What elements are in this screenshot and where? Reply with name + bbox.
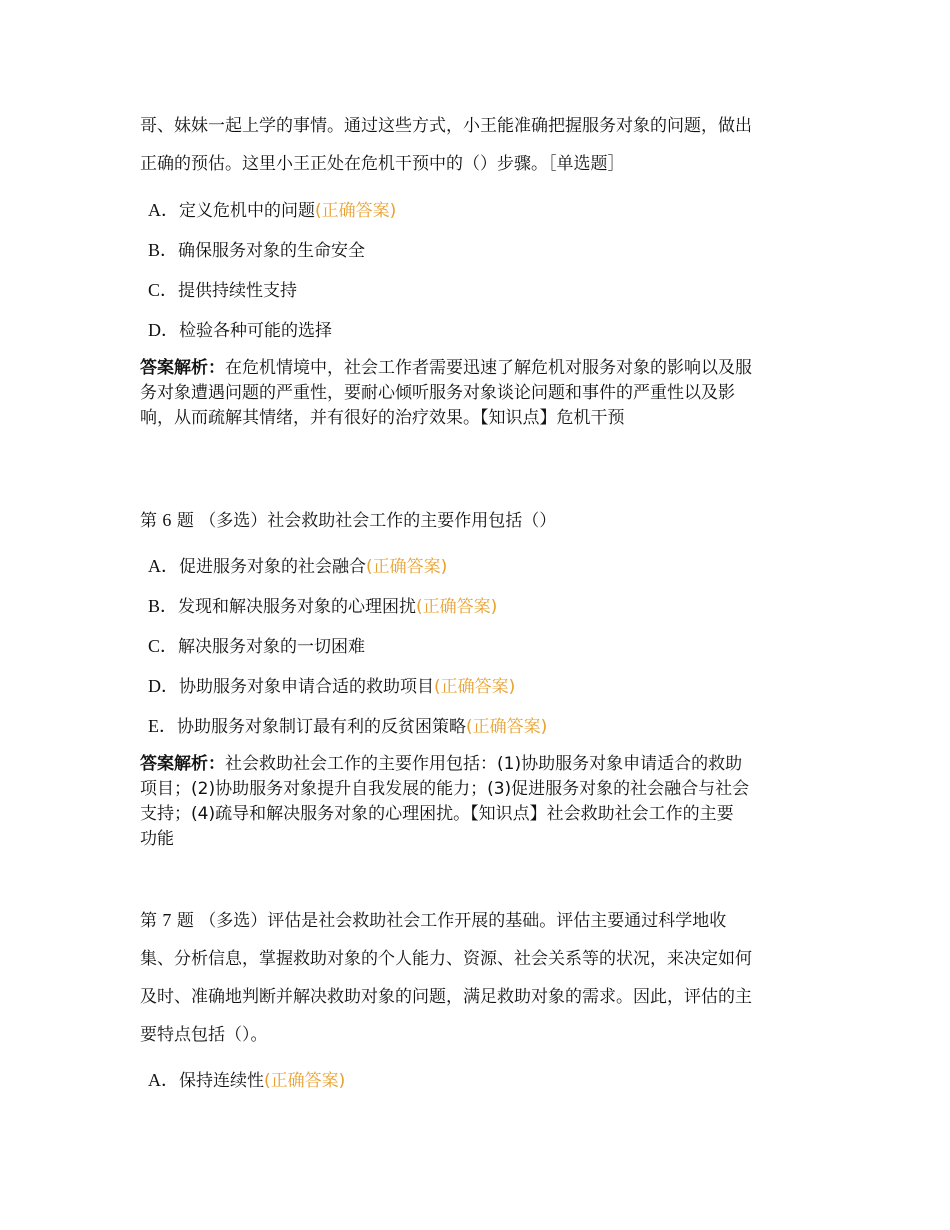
q5-stem [140,107,820,183]
option-letter: D． [148,676,179,696]
option-letter: B． [148,596,179,616]
correct-answer-tag: (正确答案) [366,557,448,577]
q5-option-d [148,318,332,343]
option-letter: D． [148,320,179,340]
q5-option-b [148,238,365,263]
option-text: 提供持续性支持 [178,281,298,301]
analysis-label: 答案解析： [140,358,225,378]
option-text: 检验各种可能的选择 [179,321,332,341]
analysis-label: 答案解析： [140,754,225,774]
correct-answer-tag: (正确答案) [434,677,516,697]
question-number: 7 [162,910,172,930]
option-letter: C． [148,636,179,656]
option-text: 解决服务对象的一切困难 [178,637,366,657]
question-number: 6 [162,510,172,530]
question-title: 题 （多选）社会救助社会工作的主要作用包括（） [176,511,557,531]
q6-option-a [148,554,447,579]
q5-stem-line: 哥、妹妹一起上学的事情。通过这些方式，小王能准确把握服务对象的问题，做出 [140,116,752,136]
q6-option-c [148,634,365,659]
option-letter: A． [148,200,179,220]
correct-answer-tag: (正确答案) [264,1071,346,1091]
option-text: 定义危机中的问题 [179,201,315,221]
analysis-text: 社会救助社会工作的主要作用包括：(1)协助服务对象申请适合的救助 [225,754,743,774]
option-letter: A． [148,556,179,576]
analysis-text: 响，从而疏解其情绪，并有很好的治疗效果。【知识点】危机干预 [140,408,625,428]
q6-option-d [148,674,515,699]
q7-option-a [148,1068,345,1093]
q7-stem-line: 及时、准确地判断并解决救助对象的问题，满足救助对象的需求。因此，评估的主 [140,987,752,1007]
option-letter: E． [148,716,177,736]
option-text: 协助服务对象制订最有利的反贫困策略 [177,717,466,737]
q5-option-a [148,198,396,223]
option-text: 确保服务对象的生命安全 [178,241,366,261]
option-text: 保持连续性 [179,1071,264,1091]
option-text: 协助服务对象申请合适的救助项目 [179,677,434,697]
q5-stem-line: 正确的预估。这里小王正处在危机干预中的（）步骤。［单选题］ [140,154,625,174]
option-text: 发现和解决服务对象的心理困扰 [178,597,417,617]
analysis-text: 务对象遭遇问题的严重性，要耐心倾听服务对象谈论问题和事件的严重性以及影 [140,383,735,403]
question-number-prefix: 第 [140,511,157,531]
q5-option-c [148,278,297,303]
q6-option-e [148,714,547,739]
question-number-prefix: 第 [140,911,157,931]
correct-answer-tag: (正确答案) [466,717,548,737]
option-text: 促进服务对象的社会融合 [179,557,366,577]
q7-stem-line: 要特点包括（）。 [140,1025,268,1045]
option-letter: B． [148,240,179,260]
q6-option-b [148,594,497,619]
analysis-text: 功能 [140,829,174,849]
analysis-text: 支持；(4)疏导和解决服务对象的心理困扰。【知识点】社会救助社会工作的主要 [140,804,734,824]
q6-analysis [140,752,820,852]
analysis-text: 项目；(2)协助服务对象提升自我发展的能力；(3)促进服务对象的社会融合与社会 [140,779,750,799]
correct-answer-tag: (正确答案) [315,201,397,221]
q5-analysis [140,356,820,431]
q7-stem [140,901,820,1054]
question-title: 题 （多选）评估是社会救助社会工作开展的基础。评估主要通过科学地收 [176,911,727,931]
option-letter: C． [148,280,179,300]
analysis-text: 在危机情境中，社会工作者需要迅速了解危机对服务对象的影响以及服 [225,358,752,378]
correct-answer-tag: (正确答案) [416,597,498,617]
q6-stem [140,501,820,540]
option-letter: A． [148,1070,179,1090]
q7-stem-line: 集、分析信息，掌握救助对象的个人能力、资源、社会关系等的状况，来决定如何 [140,949,752,969]
